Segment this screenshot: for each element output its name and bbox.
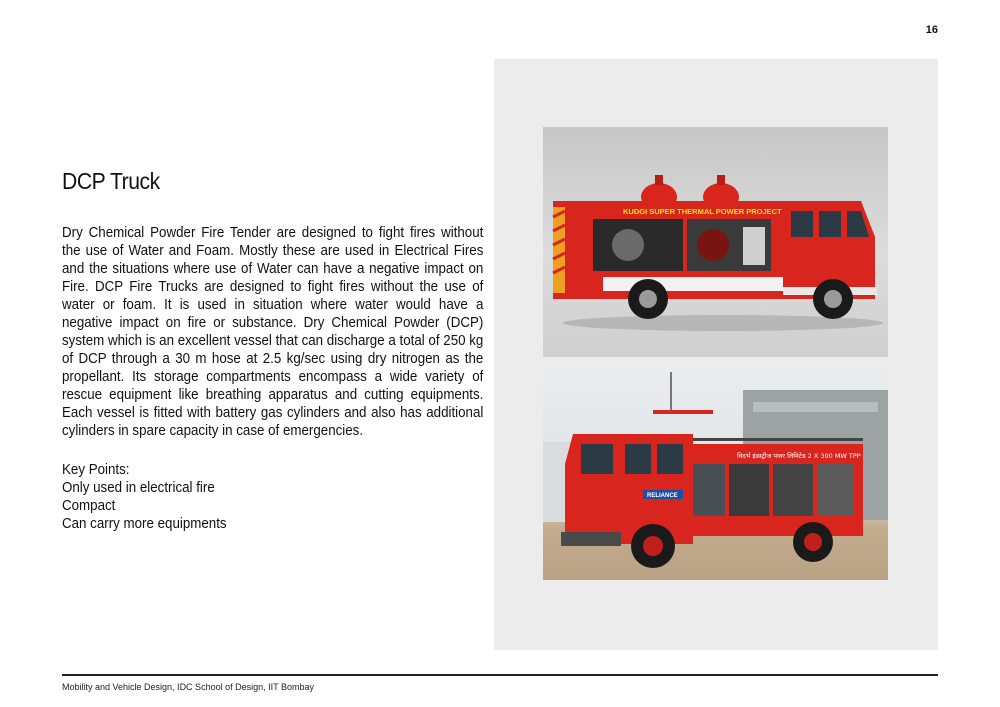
dcp-truck-photo-studio xyxy=(543,127,888,357)
key-points-heading: Key Points: xyxy=(62,462,130,478)
truck1-banner-text: KUDGI SUPER THERMAL POWER PROJECT xyxy=(623,207,782,216)
body-paragraph: Dry Chemical Powder Fire Tender are designed to fight fires without the use of Water and Foam. Mostly these are used in Electrical Fires and the situations where use of Water can have a negative impact on Fire. DCP Fire Trucks are designed to fight fires without the use of water or foam. It is used in situation where water would have a negative impact on fire or substance. Dry Chemical Powder (DCP) system which is an excellent vessel that can discharge a total of 250 kg of DCP through a 30 m hose at 2.5 kg/sec using dry nitrogen as the propellant. Its storage compartments encompass a wide variety of rescue equipment like breathing apparatus and cutting equipments. Each vessel is fitted with battery gas cylinders and also has additional cylinders in spare capacity in case of emergencies. xyxy=(62,225,484,439)
footer-text: Mobility and Vehicle Design, IDC School of Design, IIT Bombay xyxy=(62,682,314,692)
key-point-item: Only used in electrical fire xyxy=(62,480,215,496)
truck2-banner-text: विदर्भ इंडस्ट्रीज पावर लिमिटेड 2 X 300 MW TPP xyxy=(737,452,861,460)
footer-divider xyxy=(62,674,938,676)
key-point-item: Can carry more equipments xyxy=(62,516,227,532)
dcp-truck-photo-outdoor xyxy=(543,372,888,580)
image-panel xyxy=(494,59,938,650)
page-title: DCP Truck xyxy=(62,168,160,194)
truck2-badge-text: RELIANCE xyxy=(647,493,678,499)
key-points xyxy=(62,461,430,533)
key-point-item: Compact xyxy=(62,498,116,514)
page-number: 16 xyxy=(925,24,938,36)
